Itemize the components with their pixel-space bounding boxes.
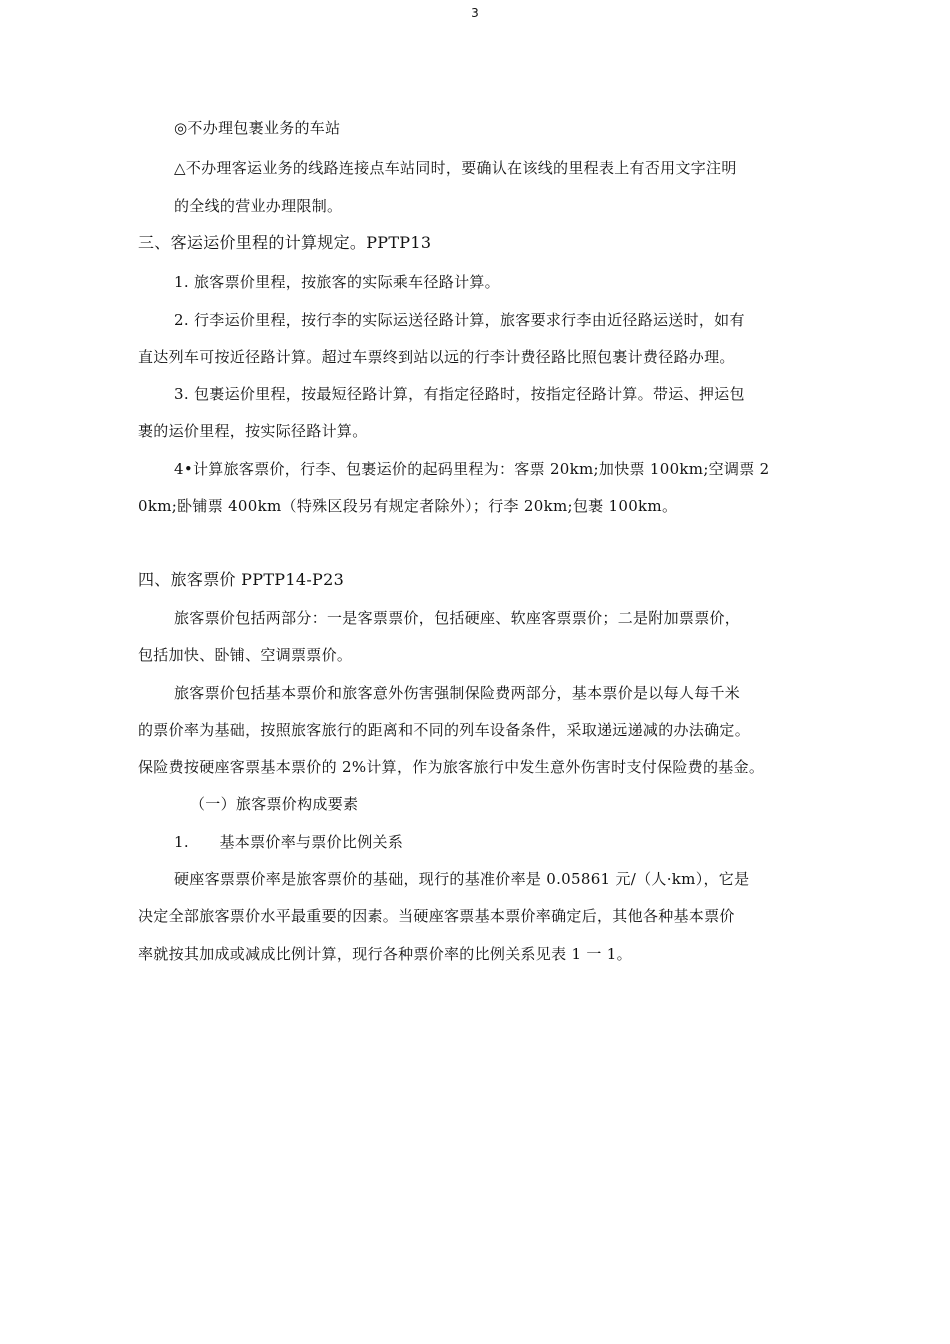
paragraph-line: ◎不办理包裹业务的车站 bbox=[174, 119, 341, 137]
page-number: 3 bbox=[471, 6, 479, 20]
paragraph-line: 0km;卧铺票 400km（特殊区段另有规定者除外）；行李 20km;包裹 100km。 bbox=[138, 497, 678, 515]
paragraph-line: 旅客票价包括基本票价和旅客意外伤害强制保险费两部分，基本票价是以每人每千米 bbox=[174, 684, 741, 702]
paragraph-line: 保险费按硬座客票基本票价的 2%计算，作为旅客旅行中发生意外伤害时支付保险费的基金。 bbox=[138, 758, 765, 776]
paragraph-line: 的票价率为基础，按照旅客旅行的距离和不同的列车设备条件，采取递远递减的办法确定。 bbox=[138, 721, 751, 739]
paragraph-line: 直达列车可按近径路计算。超过车票终到站以远的行李计费径路比照包裹计费径路办理。 bbox=[138, 348, 735, 366]
section-heading: 三、客运运价里程的计算规定。PPTP13 bbox=[138, 233, 432, 252]
paragraph-line: 包括加快、卧铺、空调票票价。 bbox=[138, 646, 353, 664]
subsection-heading: （一）旅客票价构成要素 bbox=[190, 795, 359, 813]
paragraph-line: 决定全部旅客票价水平最重要的因素。当硬座客票基本票价率确定后，其他各种基本票价 bbox=[138, 907, 735, 925]
paragraph-line: 3. 包裹运价里程，按最短径路计算，有指定径路时，按指定径路计算。带运、押运包 bbox=[174, 385, 745, 403]
paragraph-line: 1. 旅客票价里程，按旅客的实际乘车径路计算。 bbox=[174, 273, 500, 291]
paragraph-line: 率就按其加成或减成比例计算，现行各种票价率的比例关系见表 1 一 1。 bbox=[138, 945, 632, 963]
section-heading: 四、旅客票价 PPTP14-P23 bbox=[138, 570, 345, 589]
paragraph-line: 裹的运价里程，按实际径路计算。 bbox=[138, 422, 368, 440]
paragraph-line: 4•计算旅客票价，行李、包裹运价的起码里程为：客票 20km;加快票 100km;空调票 2 bbox=[174, 460, 770, 478]
paragraph-line: △不办理客运业务的线路连接点车站同时，要确认在该线的里程表上有否用文字注明 bbox=[174, 159, 737, 177]
paragraph-line: 旅客票价包括两部分：一是客票票价，包括硬座、软座客票票价；二是附加票票价， bbox=[174, 609, 741, 627]
paragraph-line: 硬座客票票价率是旅客票价的基础，现行的基准价率是 0.05861 元/（人·km），它是 bbox=[174, 870, 750, 888]
subsection-heading: 1. 基本票价率与票价比例关系 bbox=[174, 833, 404, 851]
paragraph-line: 的全线的营业办理限制。 bbox=[174, 197, 343, 215]
paragraph-line: 2. 行李运价里程，按行李的实际运送径路计算，旅客要求行李由近径路运送时，如有 bbox=[174, 311, 745, 329]
